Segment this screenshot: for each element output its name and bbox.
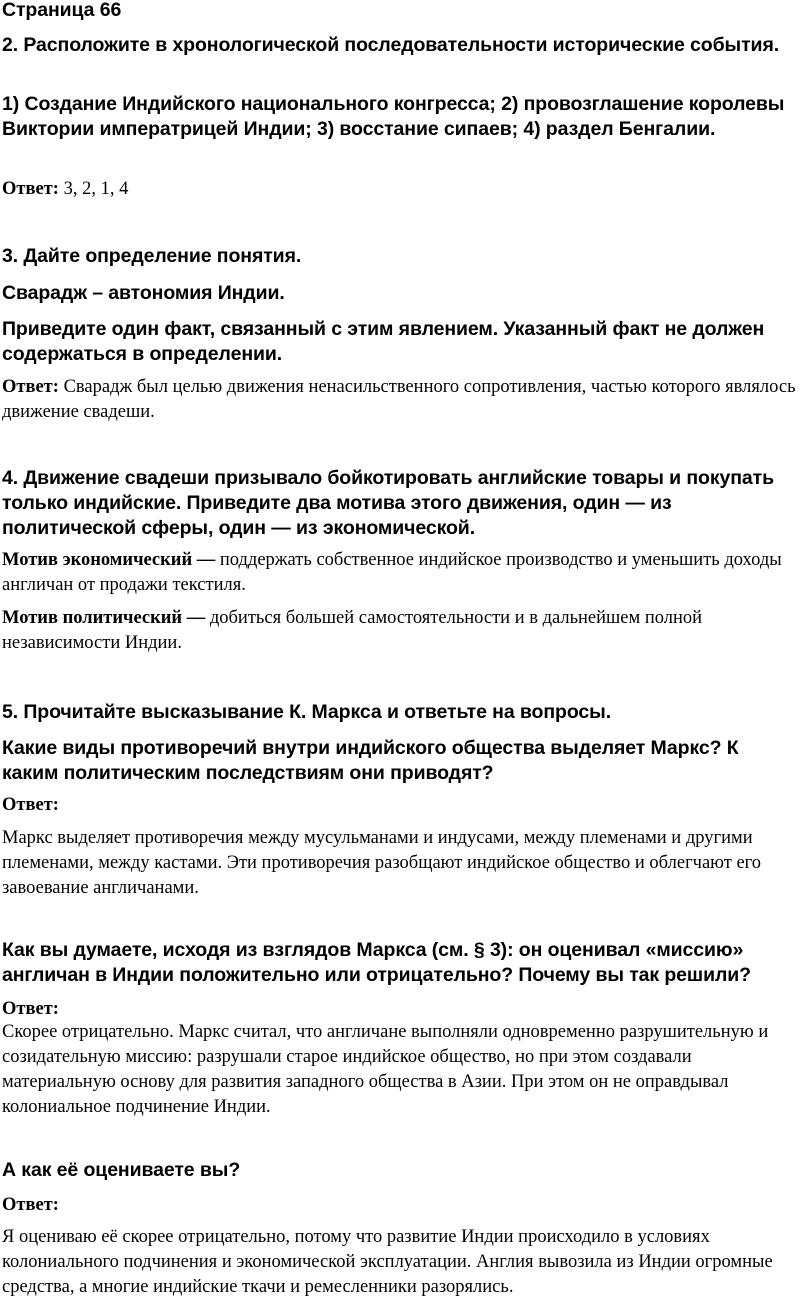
q4-question: 4. Движение свадеши призывало бойкотировать английские товары и покупать только индийские. Приведите два мотива этого движения, один — из политической сферы, один — из экономической. [2,467,775,539]
q4-econ-motive [2,548,798,598]
q5-sub2-answer-text: Скорее отрицательно. Маркс считал, что англичане выполняли одновременно разрушительную и созидательную миссию: разрушали старое индийское общество, но при этом создавали материальную основу для развития западного общества в Азии. При этом он не оправдывал колониальное подчинение Индии. [2,1022,769,1117]
q2-events: 1) Создание Индийского национального конгресса; 2) провозглашение королевы Виктории императрицей Индии; 3) восстание сипаев; 4) раздел Бенгалии. [2,93,785,140]
q2-question: 2. Расположите в хронологической последовательности исторические события. [2,34,780,56]
econ-motive-text: поддержать собственное индийское производство и уменьшить доходы англичан от продажи текстиля. [2,550,782,595]
q5-sub1-answer-text: Маркс выделяет противоречия между мусульманами и индусами, между племенами и другими племенами, между кастами. Эти противоречия разобщают индийское общество и облегчают его завоевание англичанами. [2,828,762,898]
q5-sub2-answer-label: Ответ: [2,999,59,1019]
q5-sub3-question: А как её оцениваете вы? [2,1159,241,1181]
answer-text: Сварадж был целью движения ненасильственного сопротивления, частью которого являлось движение свадеши. [2,377,796,422]
pol-motive-text: добиться большей самостоятельности и в дальнейшем полной независимости Индии. [2,608,703,653]
econ-motive-label: Мотив экономический — [2,550,216,570]
q3-answer [2,375,798,425]
q5-sub3-answer-label: Ответ: [2,1195,59,1215]
q3-question: 3. Дайте определение понятия. [2,245,302,267]
q5-sub3-answer-text: Я оцениваю её скорее отрицательно, потому что развитие Индии происходило в условиях колониального подчинения и экономической эксплуатации. Англия вывозила из Индии огромные средства, а многие индийские ткачи и ремесленники разорялись. [2,1227,773,1297]
q5-sub1-answer-label: Ответ: [2,795,59,815]
answer-label: Ответ: [2,179,59,199]
q5-sub1-question: Какие виды противоречий внутри индийского общества выделяет Маркс? К каким политическим последствиям они приводят? [2,737,739,784]
q3-task: Приведите один факт, связанный с этим явлением. Указанный факт не должен содержаться в определении. [2,318,765,365]
q5-question: 5. Прочитайте высказывание К. Маркса и ответьте на вопросы. [2,701,612,723]
page-header: Страница 66 [2,0,122,21]
answer-label: Ответ: [2,377,59,397]
q5-sub2-question: Как вы думаете, исходя из взглядов Маркса (см. § 3): он оценивал «миссию» англичан в Индии положительно или отрицательно? Почему вы так решили? [2,939,751,986]
q4-pol-motive [2,606,798,656]
q3-term: Сварадж – автономия Индии. [2,282,285,304]
q2-answer [2,177,798,202]
pol-motive-label: Мотив политический — [2,608,206,628]
answer-text: 3, 2, 1, 4 [63,179,129,199]
